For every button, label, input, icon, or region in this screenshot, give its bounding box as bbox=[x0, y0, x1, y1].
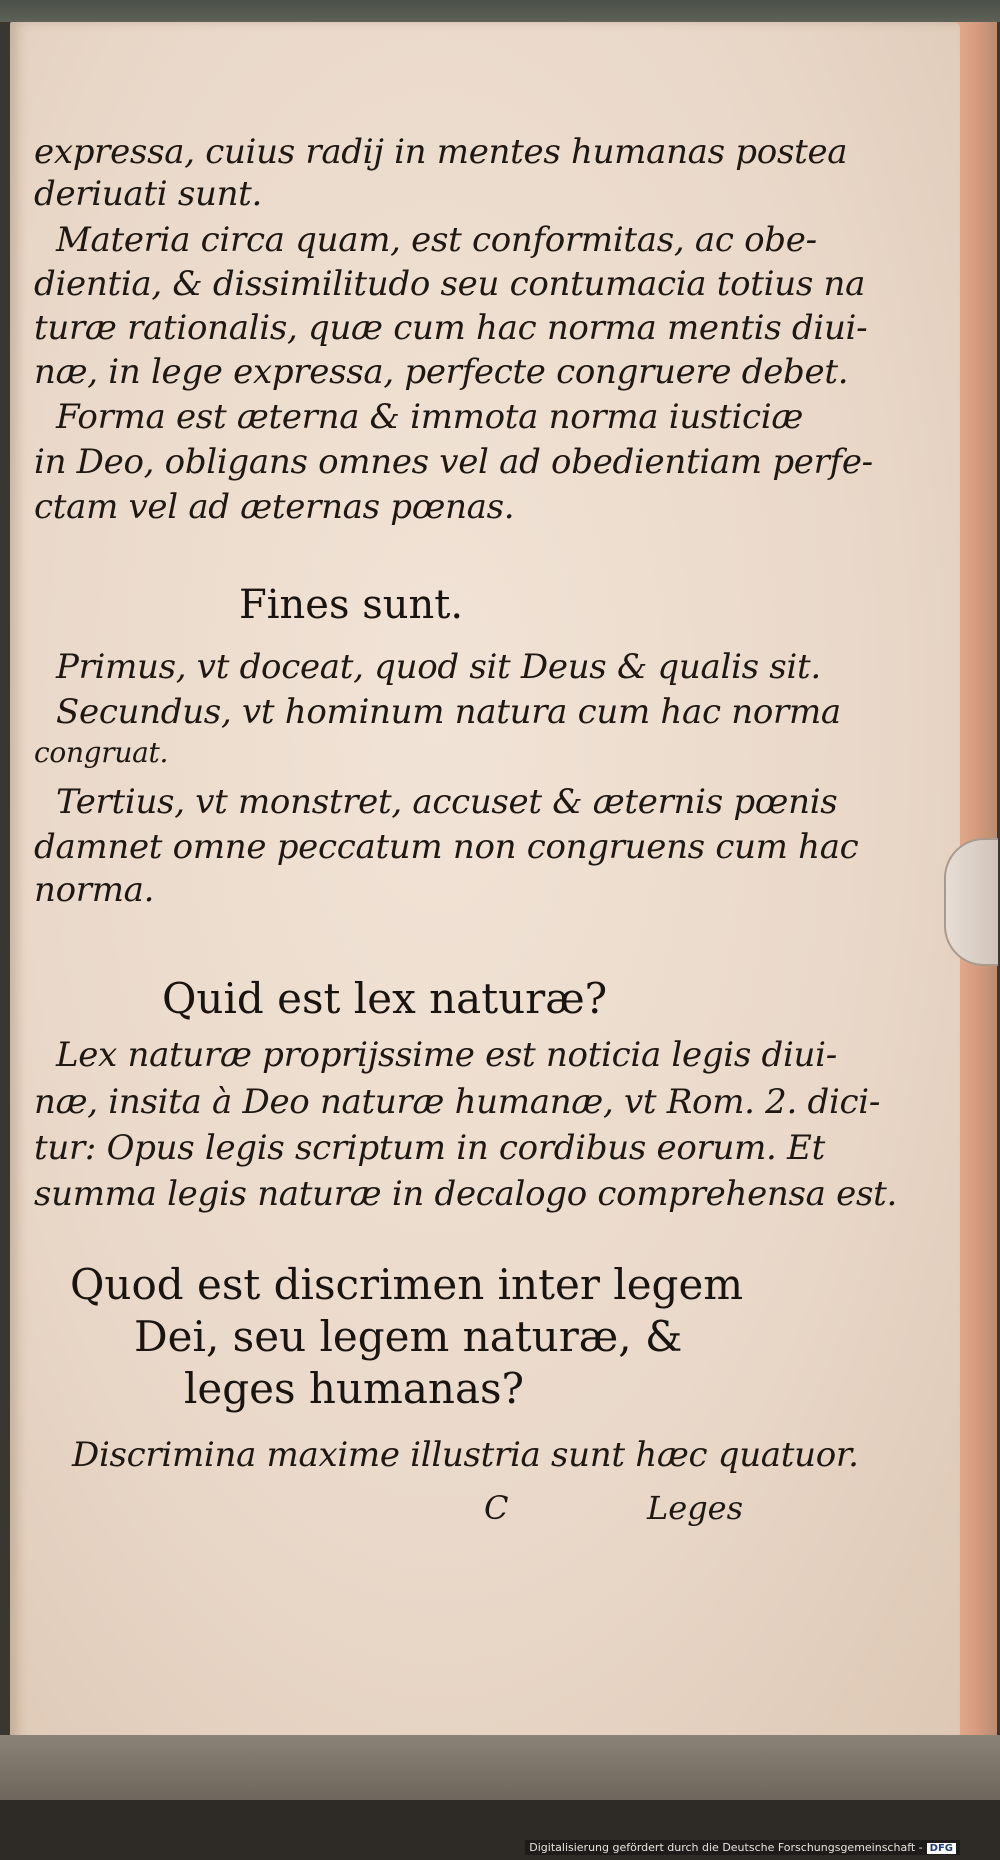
text-line: expressa, cuius radij in mentes humanas postea bbox=[34, 132, 848, 172]
text-line: norma. bbox=[34, 870, 155, 910]
scan-top-edge bbox=[0, 0, 1000, 22]
section-heading: Fines sunt. bbox=[239, 582, 464, 628]
section-heading-line: Quod est discrimen inter legem bbox=[70, 1260, 744, 1309]
text-line: tur: Opus legis scriptum in cordibus eorum. Et bbox=[34, 1128, 825, 1168]
dfg-logo: DFG bbox=[927, 1843, 956, 1854]
text-line: Materia circa quam, est conformitas, ac obe- bbox=[56, 220, 817, 260]
signature-mark: C bbox=[484, 1489, 509, 1527]
digitization-credit bbox=[525, 1840, 960, 1855]
text-line: Primus, vt doceat, quod sit Deus & qualis sit. bbox=[56, 647, 821, 687]
text-line: Tertius, vt monstret, accuset & æternis pœnis bbox=[56, 782, 838, 822]
text-line: næ, insita à Deo naturæ humanæ, vt Rom. 2. dici- bbox=[34, 1082, 881, 1122]
text-line: Lex naturæ proprijssime est noticia legis diui- bbox=[56, 1035, 837, 1075]
text-line: deriuati sunt. bbox=[34, 174, 263, 214]
section-heading: Quid est lex naturæ? bbox=[162, 974, 608, 1023]
text-line: in Deo, obligans omnes vel ad obedientiam perfe- bbox=[34, 442, 873, 482]
book-page bbox=[10, 22, 960, 1762]
page-tab-marker bbox=[944, 838, 998, 966]
scan-bottom-edge bbox=[0, 1735, 1000, 1805]
text-line: ctam vel ad æternas pœnas. bbox=[34, 487, 515, 527]
text-line: næ, in lege expressa, perfecte congruere debet. bbox=[34, 352, 849, 392]
section-heading-line: leges humanas? bbox=[184, 1364, 525, 1413]
text-line: dientia, & dissimilitudo seu contumacia totius na bbox=[34, 264, 866, 304]
text-line: Discrimina maxime illustria sunt hæc quatuor. bbox=[72, 1435, 859, 1475]
catchword: Leges bbox=[647, 1489, 744, 1527]
text-line: summa legis naturæ in decalogo comprehensa est. bbox=[34, 1174, 897, 1214]
credit-text: Digitalisierung gefördert durch die Deutsche Forschungsgemeinschaft - bbox=[529, 1841, 923, 1854]
text-line: congruat. bbox=[34, 736, 169, 769]
text-line: Forma est æterna & immota norma iusticiæ bbox=[56, 397, 803, 437]
text-line: turæ rationalis, quæ cum hac norma mentis diui- bbox=[34, 308, 868, 348]
text-line: Secundus, vt hominum natura cum hac norma bbox=[56, 692, 841, 732]
text-line: damnet omne peccatum non congruens cum hac bbox=[34, 827, 859, 867]
section-heading-line: Dei, seu legem naturæ, & bbox=[134, 1312, 683, 1361]
